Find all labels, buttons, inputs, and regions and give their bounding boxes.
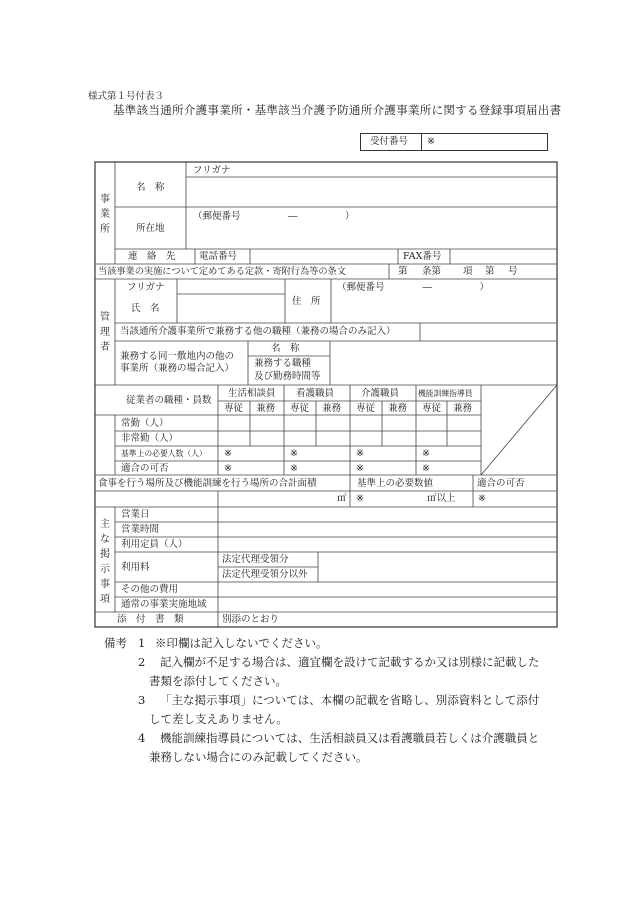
display-row-days: 営業日	[121, 509, 150, 520]
articles-jo: 条第	[422, 266, 442, 277]
note-1-text: ※印欄は記入しないでください。	[155, 636, 328, 650]
form-title: 基準該当通所介護事業所・基準該当介護予防通所介護事業所に関する登録事項届出書	[113, 103, 562, 117]
staff-sen-3: 専従	[356, 403, 376, 414]
office-furigana-label: フリガナ	[193, 165, 231, 176]
area-unit-over: ㎡以上	[427, 493, 456, 504]
staff-ken-3: 兼務	[388, 403, 408, 414]
office-name-label: 名 称	[136, 182, 165, 193]
staff-mark: ※	[422, 448, 430, 459]
area-required-label: 基準上の必要数値	[357, 478, 434, 489]
staff-mark: ※	[290, 448, 298, 459]
articles-dai2: 第	[485, 266, 495, 277]
area-label: 食事を行う場所及び機能訓練を行う場所の合計面積	[98, 478, 317, 489]
display-row-capacity: 利用定員（人）	[121, 539, 188, 550]
office-address-label: 所在地	[136, 223, 165, 234]
staff-ken-2: 兼務	[322, 403, 342, 414]
note-1-number: 1	[138, 636, 146, 650]
office-phone-label: 電話番号	[199, 251, 238, 262]
staff-sen-1: 専従	[224, 403, 244, 414]
note-2-line-2: 書類を添付してください。	[149, 674, 287, 688]
manager-section-label: 管 理 者	[100, 312, 110, 353]
staff-ken-4: 兼務	[453, 403, 473, 414]
display-row-fee: 利用料	[121, 562, 150, 573]
office-fax-label: FAX番号	[403, 251, 442, 262]
display-row-hours: 営業時間	[121, 524, 160, 535]
office-postal-label: （郵便番号 ― ）	[193, 211, 355, 222]
articles-dai: 第	[398, 266, 408, 277]
area-suitability-label: 適合の可否	[477, 478, 525, 489]
area-unit: ㎡	[337, 493, 347, 504]
area-suitability-mark: ※	[478, 493, 486, 504]
staff-mark: ※	[224, 448, 232, 459]
articles-go: 号	[508, 266, 518, 277]
articles-ko: 項	[463, 266, 473, 277]
display-attach-value: 別添のとおり	[222, 614, 280, 625]
note-3-line-1: 「主な掲示事項」については、本欄の記載を省略し、別添資料として添付	[160, 693, 540, 707]
manager-other-job-label-2: 及び勤務時間等	[254, 371, 321, 382]
notes	[104, 634, 540, 767]
office-contact-label: 連 絡 先	[128, 251, 176, 262]
note-4-number: 4	[138, 731, 146, 745]
note-3-line-2: して差し支えありません。	[149, 712, 288, 726]
area-required-mark: ※	[356, 493, 364, 504]
manager-concurrent-label: 当該通所介護事業所で兼務する他の職種（兼務の場合のみ記入）	[120, 326, 396, 337]
display-attach-label: 添 付 書 類	[117, 614, 184, 625]
staff-mark: ※	[422, 463, 430, 474]
display-section-label: 主 な 掲 示 事 項	[100, 519, 110, 605]
staff-sen-4: 専従	[422, 403, 442, 414]
articles-label: 当該事業の実施について定めてある定款・寄附行為等の条文	[98, 266, 346, 277]
note-2-line-1: 記入欄が不足する場合は、適宜欄を設けて記載するか又は別様に記載した	[160, 655, 540, 669]
staff-row-fulltime: 常勤（人）	[121, 418, 169, 429]
display-row-other-costs: その他の費用	[121, 584, 179, 595]
note-4-line-2: 兼務しない場合にのみ記載してください。	[149, 750, 368, 764]
note-2-number: 2	[138, 655, 146, 669]
manager-name-label: 氏 名	[131, 303, 160, 314]
display-fee-proxy: 法定代理受領分	[222, 554, 289, 565]
receipt-mark: ※	[427, 136, 435, 147]
staff-role-3: 介護職員	[361, 388, 400, 399]
display-fee-other: 法定代理受領分以外	[222, 569, 308, 580]
staff-role-2: 看護職員	[296, 388, 335, 399]
staff-row-parttime: 非常勤（人）	[121, 433, 179, 444]
staff-header: 従業者の職種・員数	[126, 395, 212, 406]
staff-sen-2: 専従	[290, 403, 310, 414]
staff-role-4: 機能訓練指導員	[418, 389, 473, 398]
manager-address-label: 住 所	[292, 296, 321, 307]
manager-other-office-label-1: 兼務する同一敷地内の他の	[120, 351, 235, 362]
office-section-label: 事 業 所	[100, 194, 110, 235]
staff-mark: ※	[224, 463, 232, 474]
notes-label: 備考	[104, 636, 127, 650]
manager-postal-label: （郵便番号 ― ）	[337, 282, 490, 293]
staff-mark: ※	[290, 463, 298, 474]
note-3-number: 3	[138, 693, 146, 707]
manager-furigana-label: フリガナ	[127, 282, 165, 293]
staff-role-1: 生活相談員	[228, 388, 276, 399]
receipt-label: 受付番号	[370, 136, 409, 147]
form-id: 様式第１号付表３	[88, 91, 165, 102]
staff-row-suitability: 適合の可否	[121, 463, 169, 474]
manager-other-name-label: 名 称	[271, 343, 300, 354]
staff-mark: ※	[356, 448, 364, 459]
staff-mark: ※	[356, 463, 364, 474]
display-row-area: 通常の事業実施地域	[121, 599, 207, 610]
staff-row-required: 基準上の必要人数（人）	[121, 449, 207, 458]
manager-other-office-label-2: 事業所（兼務の場合記入）	[120, 363, 235, 374]
note-4-line-1: 機能訓練指導員については、生活相談員又は看護職員若しくは介護職員と	[160, 731, 540, 745]
manager-other-job-label-1: 兼務する職種	[254, 358, 312, 369]
staff-ken-1: 兼務	[256, 403, 276, 414]
